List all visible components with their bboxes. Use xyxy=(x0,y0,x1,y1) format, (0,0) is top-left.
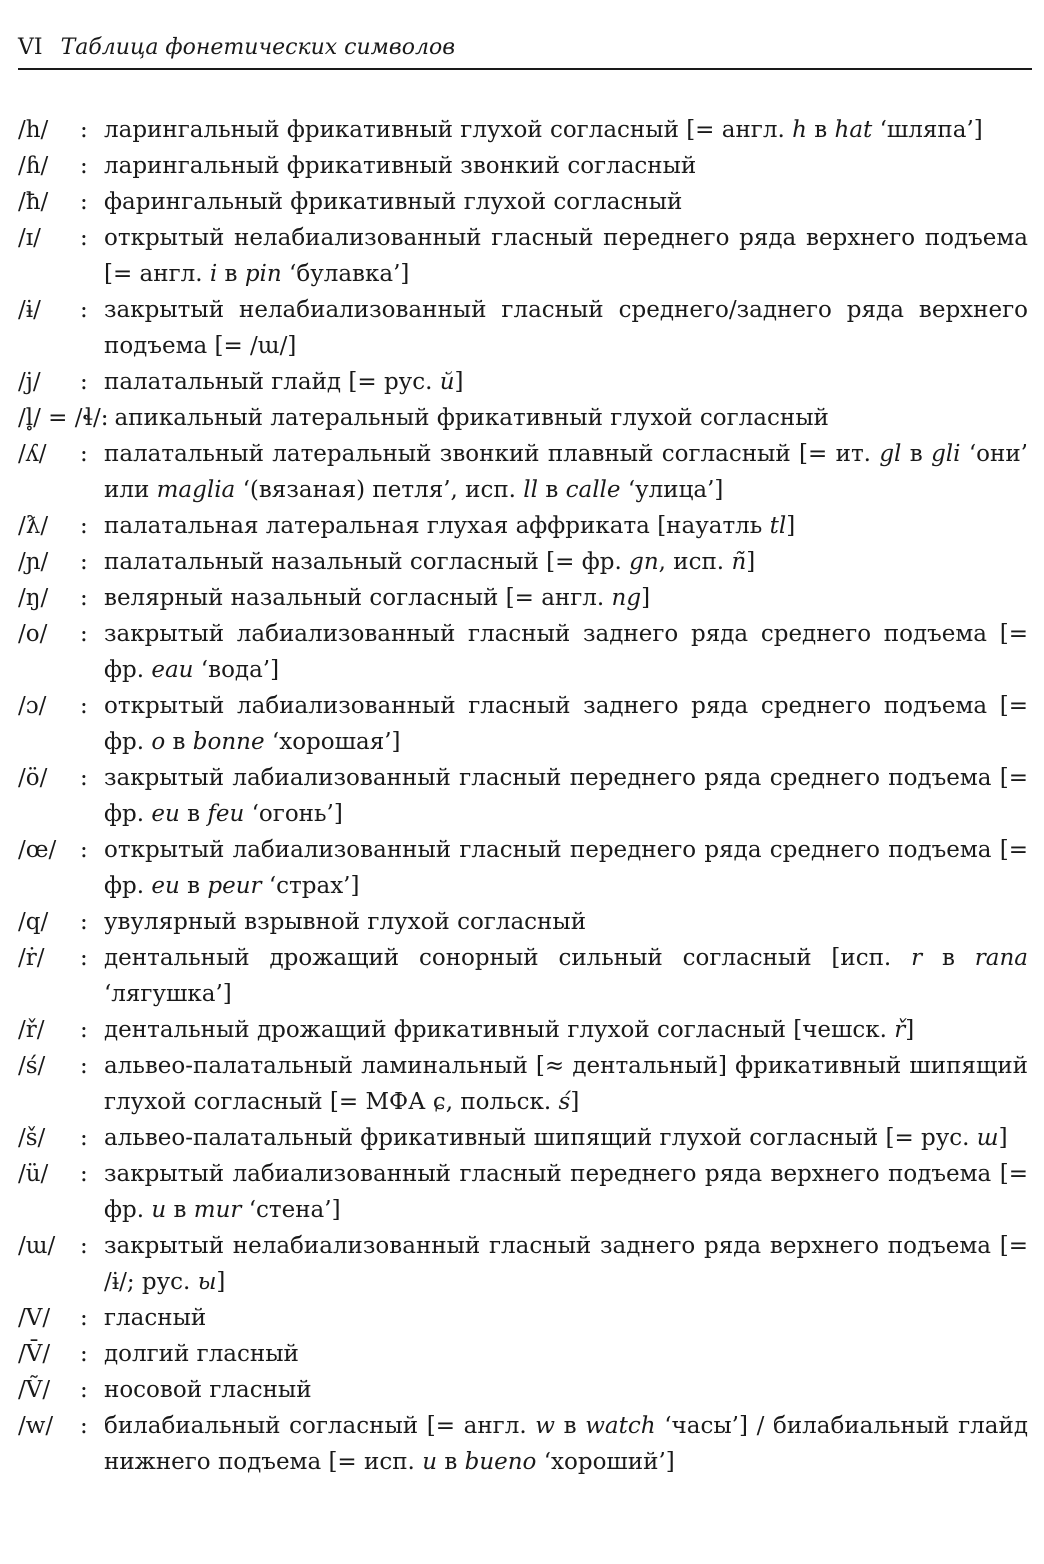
example-italic: u xyxy=(151,1197,167,1223)
description-text: ‘они’ или xyxy=(104,441,1028,503)
separator-colon: : xyxy=(80,1017,88,1043)
symbol-entry xyxy=(18,1336,1028,1372)
separator-colon: : xyxy=(80,1161,88,1187)
description-text: фарингальный фрикативный глухой согласный xyxy=(104,189,683,215)
phonetic-symbol: /o/ xyxy=(18,621,48,647)
phonetic-symbol: /j/ xyxy=(18,369,41,395)
separator-colon: : xyxy=(80,765,88,791)
symbol-entry xyxy=(18,220,1028,292)
description-text: ] xyxy=(641,585,651,611)
description-text: ‘часы’] / билабиальный глайд нижнего подъема [= исп. xyxy=(104,1413,1028,1475)
phonetic-symbol: /Ṽ/ xyxy=(18,1377,51,1403)
symbol-description xyxy=(104,904,1028,940)
separator-colon: : xyxy=(80,1413,88,1439)
symbol-description xyxy=(104,1156,1028,1228)
example-italic: gn xyxy=(629,549,659,575)
separator-colon: : xyxy=(80,585,88,611)
symbol-description xyxy=(104,1120,1028,1156)
symbol-description xyxy=(104,1048,1028,1120)
description-text: ] xyxy=(216,1269,226,1295)
description-text: ] xyxy=(905,1017,915,1043)
example-italic: r xyxy=(911,945,923,971)
symbol-description xyxy=(104,1228,1028,1300)
separator-colon: : xyxy=(80,297,88,323)
separator-colon: : xyxy=(80,441,88,467)
description-text: в xyxy=(901,441,932,467)
description-text: ‘хороший’] xyxy=(536,1449,675,1475)
symbol-entry xyxy=(18,832,1028,904)
phonetic-symbol: /ɔ/ xyxy=(18,693,47,719)
separator-colon: : xyxy=(80,945,88,971)
separator-colon: : xyxy=(80,1125,88,1151)
description-text: альвео-палатальный фрикативный шипящий глухой согласный [= рус. xyxy=(104,1125,977,1151)
phonetic-symbol-list xyxy=(18,112,1028,1480)
symbol-entry xyxy=(18,112,1028,148)
description-text: открытый лабиализованный гласный заднего ряда среднего подъема [= фр. xyxy=(104,693,1028,755)
example-italic: ы xyxy=(197,1269,217,1295)
example-italic: ñ xyxy=(731,549,747,575)
symbol-description xyxy=(104,220,1028,292)
phonetic-symbol: /ṙ/ xyxy=(18,945,45,971)
example-italic: h xyxy=(792,117,807,143)
description-text: ларингальный фрикативный глухой согласный [= англ. xyxy=(104,117,793,143)
symbol-entry xyxy=(18,544,1028,580)
example-italic: ng xyxy=(611,585,642,611)
symbol-description xyxy=(104,436,1028,508)
phonetic-symbol: /ɲ/ xyxy=(18,549,49,575)
phonetic-symbol: /œ/ xyxy=(18,837,57,863)
description-text: закрытый лабиализованный гласный переднего ряда среднего подъема [= фр. xyxy=(104,765,1028,827)
description-text: ‘огонь’] xyxy=(244,801,343,827)
page-number: VI xyxy=(18,35,43,60)
symbol-entry xyxy=(18,616,1028,688)
symbol-entry xyxy=(18,1228,1028,1300)
example-italic: rana xyxy=(974,945,1028,971)
page-title: Таблица фонетических символов xyxy=(60,35,456,60)
description-text: открытый лабиализованный гласный переднего ряда среднего подъема [= фр. xyxy=(104,837,1028,899)
symbol-description xyxy=(104,1408,1028,1480)
separator-colon: : xyxy=(80,1305,88,1331)
description-text: в xyxy=(179,873,208,899)
symbol-description xyxy=(104,292,1028,364)
symbol-description xyxy=(104,580,1028,616)
phonetic-symbol: /ħ/ xyxy=(18,189,49,215)
description-text: палатальный назальный согласный [= фр. xyxy=(104,549,630,575)
description-text: в xyxy=(806,117,835,143)
symbol-entry xyxy=(18,292,1028,364)
symbol-description xyxy=(104,364,1028,400)
description-text: ‘улица’] xyxy=(620,477,724,503)
example-italic: gli xyxy=(931,441,961,467)
description-text: палатальная латеральная глухая аффриката [науатль xyxy=(104,513,770,539)
symbol-description xyxy=(104,616,1028,688)
symbol-description xyxy=(104,112,1028,148)
separator-colon: : xyxy=(80,549,88,575)
symbol-entry xyxy=(18,1408,1028,1480)
example-italic: maglia xyxy=(156,477,236,503)
description-text: в xyxy=(217,261,245,287)
example-italic: hat xyxy=(834,117,873,143)
separator-colon: : xyxy=(80,513,88,539)
example-italic: eu xyxy=(151,801,180,827)
phonetic-symbol: /ɯ/ xyxy=(18,1233,56,1259)
symbol-entry xyxy=(18,148,1028,184)
example-italic: peur xyxy=(207,873,262,899)
description-text: дентальный дрожащий фрикативный глухой согласный [чешск. xyxy=(104,1017,895,1043)
description-text: ] xyxy=(746,549,756,575)
separator-colon: : xyxy=(80,1377,88,1403)
description-text: долгий гласный xyxy=(104,1341,299,1367)
symbol-description xyxy=(104,760,1028,832)
symbol-description xyxy=(104,508,1028,544)
example-italic: ř xyxy=(894,1017,906,1043)
description-text: палатальный латеральный звонкий плавный согласный [= ит. xyxy=(104,441,880,467)
symbol-entry xyxy=(18,1156,1028,1228)
symbol-entry xyxy=(18,904,1028,940)
description-text: носовой гласный xyxy=(104,1377,312,1403)
separator-colon: : xyxy=(80,225,88,251)
separator-colon: : xyxy=(80,837,88,863)
example-italic: i xyxy=(209,261,218,287)
symbol-description xyxy=(104,1300,1028,1336)
phonetic-symbol: /ʎ/ xyxy=(18,441,47,467)
separator-colon: : xyxy=(80,1341,88,1367)
description-text: в xyxy=(165,729,193,755)
symbol-description xyxy=(104,832,1028,904)
description-text: ] xyxy=(786,513,796,539)
symbol-description xyxy=(104,148,1028,184)
description-text: билабиальный согласный [= англ. xyxy=(104,1413,536,1439)
example-italic: eau xyxy=(151,657,194,683)
phonetic-symbol: /ɦ/ xyxy=(18,153,49,179)
phonetic-symbol: /ɨ/ xyxy=(18,297,41,323)
example-italic: w xyxy=(535,1413,555,1439)
symbol-description xyxy=(104,1372,1028,1408)
separator-colon: : xyxy=(80,153,88,179)
example-italic: tl xyxy=(769,513,787,539)
symbol-description xyxy=(104,1336,1028,1372)
symbol-entry xyxy=(18,436,1028,508)
example-italic: feu xyxy=(207,801,245,827)
separator-colon: : xyxy=(80,621,88,647)
separator-colon: : xyxy=(80,1053,88,1079)
phonetic-symbol: /ƛ/ xyxy=(18,513,49,539)
description-text: , исп. xyxy=(658,549,732,575)
symbol-description xyxy=(104,688,1028,760)
description-text: ‘шляпа’] xyxy=(872,117,983,143)
separator-colon: : xyxy=(80,693,88,719)
example-italic: ś xyxy=(558,1089,571,1115)
example-italic: calle xyxy=(565,477,621,503)
example-italic: ll xyxy=(523,477,539,503)
phonetic-symbol: /š/ xyxy=(18,1125,46,1151)
description-text: открытый нелабиализованный гласный переднего ряда верхнего подъема [= англ. xyxy=(104,225,1028,287)
description-text: закрытый лабиализованный гласный переднего ряда верхнего подъема [= фр. xyxy=(104,1161,1028,1223)
example-italic: eu xyxy=(151,873,180,899)
phonetic-symbol: /q/ xyxy=(18,909,49,935)
description-text: гласный xyxy=(104,1305,207,1331)
description-text: ] xyxy=(570,1089,580,1115)
description-text: в xyxy=(538,477,566,503)
description-text: в xyxy=(922,945,975,971)
description-text: ‘стена’] xyxy=(241,1197,341,1223)
symbol-entry xyxy=(18,760,1028,832)
symbol-entry xyxy=(18,1048,1028,1120)
symbol-entry xyxy=(18,184,1028,220)
symbol-entry xyxy=(18,1372,1028,1408)
example-italic: gl xyxy=(879,441,902,467)
symbol-description xyxy=(104,1012,1028,1048)
separator-colon: : xyxy=(80,909,88,935)
symbol-entry xyxy=(18,364,1028,400)
symbol-entry xyxy=(18,400,1028,436)
symbol-description xyxy=(104,184,1028,220)
phonetic-symbol: /ř/ xyxy=(18,1017,45,1043)
description-text: в xyxy=(166,1197,194,1223)
example-italic: bueno xyxy=(464,1449,537,1475)
description-text: закрытый нелабиализованный гласный среднего/заднего ряда верхнего подъема [= /ɯ/] xyxy=(104,297,1028,359)
description-text: закрытый лабиализованный гласный заднего ряда среднего подъема [= фр. xyxy=(104,621,1028,683)
description-text: ‘вода’] xyxy=(193,657,280,683)
description-text: ‘булавка’] xyxy=(281,261,410,287)
description-text: ] xyxy=(998,1125,1008,1151)
description-text: ‘страх’] xyxy=(261,873,360,899)
example-italic: ш xyxy=(976,1125,999,1151)
description-text: в xyxy=(179,801,208,827)
description-text: ] xyxy=(454,369,464,395)
example-italic: pin xyxy=(244,261,282,287)
phonetic-symbol: /h/ xyxy=(18,117,49,143)
description-text: ‘(вязаная) петля’, исп. xyxy=(235,477,524,503)
symbol-entry xyxy=(18,580,1028,616)
separator-colon: : xyxy=(80,189,88,215)
phonetic-symbol: /ś/ xyxy=(18,1053,46,1079)
example-italic: mur xyxy=(193,1197,242,1223)
symbol-entry xyxy=(18,940,1028,1012)
description-text: апикальный латеральный фрикативный глухой согласный xyxy=(114,405,829,431)
description-text: в xyxy=(554,1413,586,1439)
description-text: дентальный дрожащий сонорный сильный согласный [исп. xyxy=(104,945,912,971)
phonetic-symbol: /V̄/ xyxy=(18,1341,51,1367)
symbol-entry xyxy=(18,1120,1028,1156)
phonetic-symbol: /ŋ/ xyxy=(18,585,49,611)
description-text: палатальный глайд [= рус. xyxy=(104,369,440,395)
symbol-description xyxy=(114,400,1028,436)
phonetic-symbol: /V/ xyxy=(18,1305,51,1331)
symbol-entry xyxy=(18,508,1028,544)
description-text: ларингальный фрикативный звонкий согласный xyxy=(104,153,697,179)
example-italic: watch xyxy=(585,1413,656,1439)
symbol-description xyxy=(104,940,1028,1012)
separator-colon: : xyxy=(80,1233,88,1259)
description-text: альвео-палатальный ламинальный [≈ дентальный] фрикативный шипящий глухой согласный [= МФА ɕ, польск. xyxy=(104,1053,1028,1115)
separator-colon: : xyxy=(80,369,88,395)
phonetic-symbol: /w/ xyxy=(18,1413,54,1439)
description-text: ‘хорошая’] xyxy=(264,729,401,755)
phonetic-symbol: /ö/ xyxy=(18,765,48,791)
description-text: увулярный взрывной глухой согласный xyxy=(104,909,587,935)
phonetic-symbol: /l̥/ = /ɬ/: xyxy=(18,405,109,431)
example-italic: bonne xyxy=(192,729,265,755)
example-italic: o xyxy=(151,729,166,755)
symbol-description xyxy=(104,544,1028,580)
symbol-entry xyxy=(18,1300,1028,1336)
description-text: ‘лягушка’] xyxy=(104,981,232,1007)
symbol-entry xyxy=(18,1012,1028,1048)
description-text: в xyxy=(437,1449,465,1475)
description-text: велярный назальный согласный [= англ. xyxy=(104,585,612,611)
phonetic-symbol: /ɪ/ xyxy=(18,225,41,251)
example-italic: й xyxy=(439,369,455,395)
example-italic: u xyxy=(422,1449,438,1475)
description-text: закрытый нелабиализованный гласный заднего ряда верхнего подъема [= /ɨ/; рус. xyxy=(104,1233,1028,1295)
separator-colon: : xyxy=(80,117,88,143)
symbol-entry xyxy=(18,688,1028,760)
phonetic-symbol: /ü/ xyxy=(18,1161,49,1187)
page-header xyxy=(18,32,1032,70)
